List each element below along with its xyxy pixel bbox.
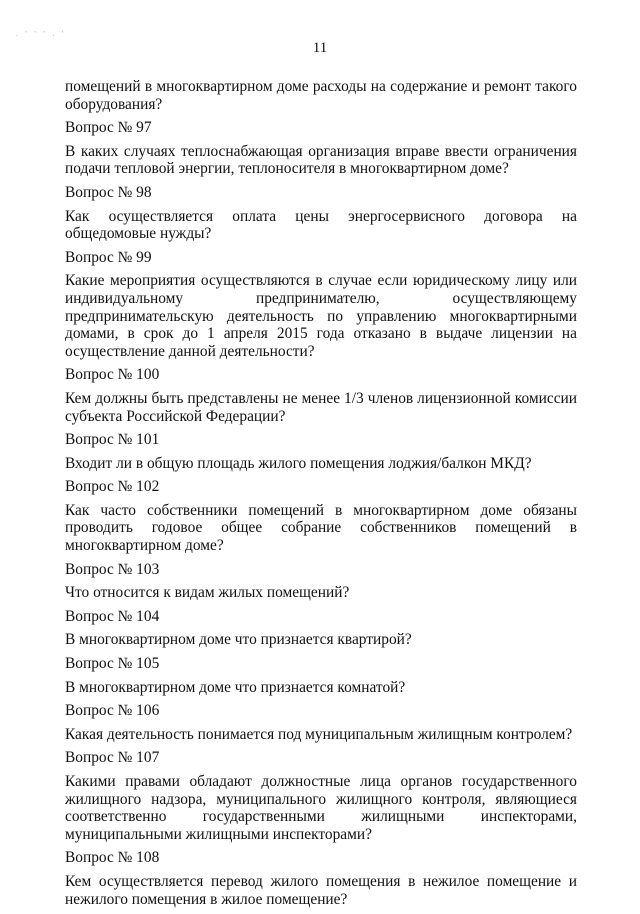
page-number: 11 (312, 40, 328, 56)
question-label: Вопрос № 102 (65, 478, 160, 496)
question-label: Вопрос № 107 (65, 749, 160, 767)
question-text: Какие мероприятия осуществляются в случае если юридическому лицу или индивидуальному предпринимателю, осуществляющему предпринимательскую деятельность по управлению многоквартирными домами, в срок до 1 апреля 2015 года отказано в выдаче лицензии на осуществление данной деятельности? (65, 272, 577, 360)
question-text: В многоквартирном доме что признается комнатой? (65, 678, 406, 696)
question-label: Вопрос № 105 (65, 655, 160, 673)
question-label: Вопрос № 101 (65, 431, 160, 449)
question-label: Вопрос № 99 (65, 248, 152, 266)
question-text: Как осуществляется оплата цены энергосервисного договора на общедомовые нужды? (65, 207, 577, 243)
question-label: Вопрос № 104 (65, 607, 160, 625)
question-text: Как часто собственники помещений в многоквартирном доме обязаны проводить годовое общее собрание собственников помещений в многоквартирном доме? (65, 501, 577, 555)
question-text: Какая деятельность понимается под муниципальным жилищным контролем? (65, 725, 573, 743)
question-text: Кем должны быть представлены не менее 1/3 членов лицензионной комиссии субъекта Российской Федерации? (65, 389, 577, 425)
question-label: Вопрос № 103 (65, 560, 160, 578)
question-label: Вопрос № 100 (65, 366, 160, 384)
question-label: Вопрос № 98 (65, 183, 152, 201)
question-list (65, 78, 577, 914)
question-text: Кем осуществляется перевод жилого помещения в нежилое помещение и нежилого помещения в жилое помещение? (65, 872, 577, 908)
scan-artifact: . ' ' ' . ' (16, 30, 67, 38)
question-label: Вопрос № 106 (65, 702, 160, 720)
question-text: В каких случаях теплоснабжающая организация вправе ввести ограничения подачи тепловой энергии, теплоносителя в многоквартирном доме? (65, 142, 577, 178)
question-text: Какими правами обладают должностные лица органов государственного жилищного надзора, муниципального жилищного контроля, являющиеся соответственно государственными жилищными инспекторами, муниципальными жилищными инспекторами? (65, 773, 577, 843)
question-label: Вопрос № 108 (65, 849, 160, 867)
question-text: В многоквартирном доме что признается квартирой? (65, 631, 412, 649)
question-text: помещений в многоквартирном доме расходы на содержание и ремонт такого оборудования? (65, 78, 577, 113)
question-text: Входит ли в общую площадь жилого помещения лоджия/балкон МКД? (65, 454, 532, 472)
question-label: Вопрос № 97 (65, 119, 152, 137)
question-text: Что относится к видам жилых помещений? (65, 584, 350, 602)
